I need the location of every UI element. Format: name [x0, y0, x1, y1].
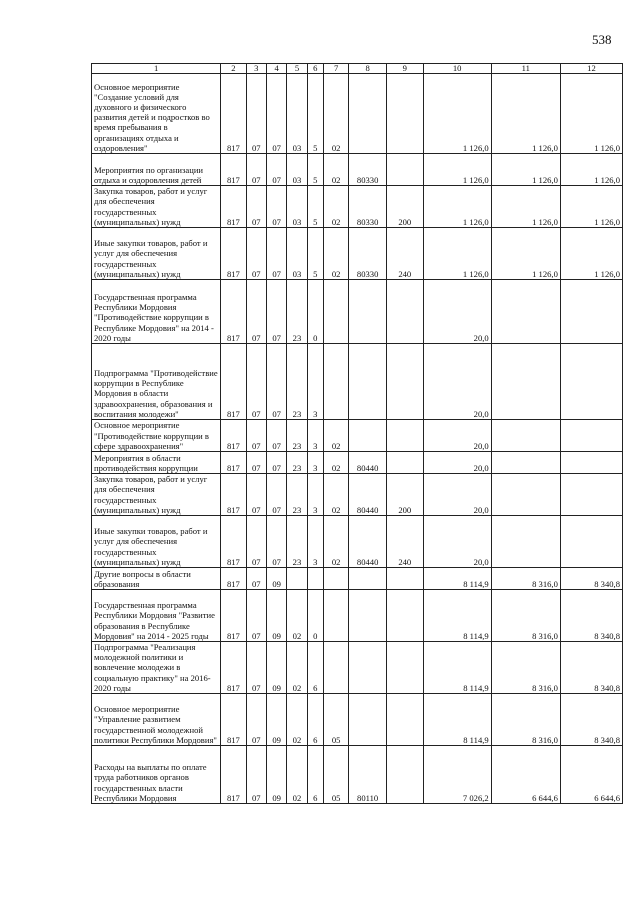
cell-c2: 817: [221, 568, 246, 590]
cell-c3: 07: [246, 186, 266, 228]
cell-c6: 3: [307, 474, 323, 516]
cell-c6: 5: [307, 186, 323, 228]
cell-c8: [349, 568, 387, 590]
cell-c10: 8 114,9: [423, 642, 491, 694]
row-name: Основное мероприятие "Создание условий для духовного и физического развития детей и подростков во время пребывания в организациях отдыха и оздоровления": [94, 81, 210, 153]
cell-c6: 6: [307, 642, 323, 694]
cell-c9: [386, 568, 423, 590]
cell-c6: 0: [307, 280, 323, 344]
cell-c10: 20,0: [423, 344, 491, 420]
cell-c12: 1 126,0: [560, 74, 622, 154]
cell-c11: [491, 344, 560, 420]
cell-c8: [349, 694, 387, 746]
cell-c6: 3: [307, 420, 323, 452]
row-name: Иные закупки товаров, работ и услуг для обеспечения государственных (муниципальных) нужд: [94, 238, 208, 279]
cell-c4: 07: [266, 516, 286, 568]
cell-c6: 3: [307, 452, 323, 474]
cell-c10: 20,0: [423, 516, 491, 568]
cell-c12: 6 644,6: [560, 746, 622, 804]
cell-c2: 817: [221, 280, 246, 344]
cell-c9: 240: [386, 516, 423, 568]
cell-c5: [287, 568, 307, 590]
cell-c7: [323, 590, 348, 642]
cell-c4: 07: [266, 420, 286, 452]
row-name-cell: [92, 280, 221, 344]
cell-c5: 23: [287, 420, 307, 452]
cell-c11: 6 644,6: [491, 746, 560, 804]
cell-c5: 23: [287, 516, 307, 568]
cell-c5: 03: [287, 228, 307, 280]
cell-c4: 07: [266, 344, 286, 420]
cell-c11: 8 316,0: [491, 568, 560, 590]
cell-c5: 23: [287, 474, 307, 516]
cell-c10: 8 114,9: [423, 694, 491, 746]
cell-c3: 07: [246, 420, 266, 452]
table-row: [92, 344, 623, 420]
cell-c8: [349, 642, 387, 694]
cell-c6: 6: [307, 746, 323, 804]
table-row: [92, 694, 623, 746]
cell-c2: 817: [221, 590, 246, 642]
cell-c11: 8 316,0: [491, 694, 560, 746]
row-name: Иные закупки товаров, работ и услуг для обеспечения государственных (муниципальных) нужд: [94, 526, 208, 567]
cell-c3: 07: [246, 590, 266, 642]
cell-c6: 3: [307, 516, 323, 568]
cell-c6: 3: [307, 344, 323, 420]
cell-c10: 1 126,0: [423, 186, 491, 228]
row-name-cell: [92, 228, 221, 280]
cell-c11: 1 126,0: [491, 186, 560, 228]
cell-c3: 07: [246, 746, 266, 804]
row-name-cell: [92, 344, 221, 420]
cell-c2: 817: [221, 642, 246, 694]
table-header-row: [92, 64, 623, 74]
column-header: 12: [560, 64, 622, 74]
cell-c4: 09: [266, 590, 286, 642]
cell-c6: 5: [307, 154, 323, 186]
row-name: Закупка товаров, работ и услуг для обеспечения государственных (муниципальных) нужд: [94, 474, 208, 515]
cell-c3: 07: [246, 228, 266, 280]
row-name-cell: [92, 590, 221, 642]
cell-c10: 20,0: [423, 420, 491, 452]
cell-c9: [386, 452, 423, 474]
row-name: Подпрограмма "Противодействие коррупции в Республике Мордовия в области здравоохранения, образования и воспитания молодежи": [94, 367, 218, 419]
column-header: 8: [349, 64, 387, 74]
row-name-cell: [92, 746, 221, 804]
row-name: Государственная программа Республики Мордовия "Противодействие коррупции в Республике Мордовия" на 2014 - 2020 годы: [94, 291, 214, 343]
cell-c9: [386, 590, 423, 642]
row-name-cell: [92, 154, 221, 186]
table-row: [92, 452, 623, 474]
row-name-cell: [92, 452, 221, 474]
row-name-cell: [92, 694, 221, 746]
table-row: [92, 228, 623, 280]
cell-c8: 80330: [349, 228, 387, 280]
row-name-cell: [92, 74, 221, 154]
cell-c2: 817: [221, 344, 246, 420]
cell-c9: [386, 746, 423, 804]
cell-c4: 07: [266, 228, 286, 280]
table-row: [92, 74, 623, 154]
cell-c12: 1 126,0: [560, 228, 622, 280]
cell-c11: [491, 280, 560, 344]
cell-c10: 7 026,2: [423, 746, 491, 804]
cell-c9: [386, 642, 423, 694]
cell-c12: [560, 280, 622, 344]
cell-c2: 817: [221, 474, 246, 516]
cell-c12: [560, 344, 622, 420]
table-row: [92, 642, 623, 694]
cell-c11: [491, 420, 560, 452]
cell-c8: 80110: [349, 746, 387, 804]
cell-c8: [349, 590, 387, 642]
cell-c10: 20,0: [423, 452, 491, 474]
column-header: 11: [491, 64, 560, 74]
cell-c7: [323, 568, 348, 590]
cell-c11: [491, 516, 560, 568]
cell-c12: 8 340,8: [560, 642, 622, 694]
cell-c7: 05: [323, 746, 348, 804]
row-name: Мероприятия в области противодействия коррупции: [94, 452, 198, 473]
cell-c10: 1 126,0: [423, 228, 491, 280]
column-header: 3: [246, 64, 266, 74]
cell-c5: 03: [287, 74, 307, 154]
table-row: [92, 154, 623, 186]
column-header: 10: [423, 64, 491, 74]
cell-c5: 03: [287, 154, 307, 186]
column-header: 5: [287, 64, 307, 74]
cell-c11: 1 126,0: [491, 154, 560, 186]
cell-c2: 817: [221, 186, 246, 228]
cell-c9: [386, 420, 423, 452]
cell-c12: [560, 474, 622, 516]
table-row: [92, 590, 623, 642]
cell-c11: 1 126,0: [491, 228, 560, 280]
table-row: [92, 474, 623, 516]
cell-c2: 817: [221, 452, 246, 474]
row-name: Расходы на выплаты по оплате труда работников органов государственных власти Республики Мордовия: [94, 762, 207, 803]
column-header: 6: [307, 64, 323, 74]
cell-c3: 07: [246, 694, 266, 746]
cell-c7: 02: [323, 228, 348, 280]
cell-c8: [349, 280, 387, 344]
cell-c8: [349, 74, 387, 154]
row-name-cell: [92, 568, 221, 590]
cell-c4: 09: [266, 642, 286, 694]
cell-c3: 07: [246, 154, 266, 186]
table-body: [92, 74, 623, 804]
cell-c3: 07: [246, 74, 266, 154]
cell-c12: [560, 516, 622, 568]
cell-c3: 07: [246, 642, 266, 694]
cell-c11: 1 126,0: [491, 74, 560, 154]
cell-c6: [307, 568, 323, 590]
cell-c9: 200: [386, 474, 423, 516]
table-row: [92, 186, 623, 228]
budget-table: [91, 63, 623, 804]
cell-c5: 02: [287, 590, 307, 642]
cell-c5: 23: [287, 280, 307, 344]
cell-c5: 02: [287, 746, 307, 804]
cell-c10: 20,0: [423, 474, 491, 516]
cell-c6: 5: [307, 74, 323, 154]
cell-c8: 80440: [349, 516, 387, 568]
cell-c6: 5: [307, 228, 323, 280]
cell-c11: 8 316,0: [491, 590, 560, 642]
cell-c8: 80440: [349, 474, 387, 516]
cell-c12: [560, 452, 622, 474]
cell-c4: 09: [266, 746, 286, 804]
cell-c11: 8 316,0: [491, 642, 560, 694]
cell-c9: 200: [386, 186, 423, 228]
cell-c2: 817: [221, 420, 246, 452]
row-name: Основное мероприятие "Противодействие коррупции в сфере здравоохранения": [94, 420, 209, 451]
cell-c3: 07: [246, 568, 266, 590]
cell-c3: 07: [246, 452, 266, 474]
cell-c12: 1 126,0: [560, 154, 622, 186]
row-name: Основное мероприятие "Управление развитием государственной молодежной политики Республики Мордовия": [94, 704, 217, 745]
cell-c10: 1 126,0: [423, 74, 491, 154]
table-row: [92, 746, 623, 804]
cell-c4: 09: [266, 568, 286, 590]
cell-c10: 20,0: [423, 280, 491, 344]
cell-c7: 02: [323, 452, 348, 474]
cell-c2: 817: [221, 746, 246, 804]
cell-c6: 0: [307, 590, 323, 642]
table-row: [92, 568, 623, 590]
cell-c7: 02: [323, 186, 348, 228]
row-name: Мероприятия по организации отдыха и оздоровления детей: [94, 164, 204, 185]
cell-c8: [349, 344, 387, 420]
cell-c10: 8 114,9: [423, 568, 491, 590]
cell-c5: 23: [287, 344, 307, 420]
cell-c5: 02: [287, 642, 307, 694]
cell-c5: 02: [287, 694, 307, 746]
row-name: Государственная программа Республики Мордовия "Развитие образования в Республике Мордовия" на 2014 - 2025 годы: [94, 600, 215, 641]
table-row: [92, 516, 623, 568]
cell-c9: [386, 74, 423, 154]
cell-c7: 02: [323, 516, 348, 568]
cell-c7: [323, 344, 348, 420]
row-name-cell: [92, 186, 221, 228]
column-header: 1: [92, 64, 221, 74]
cell-c9: [386, 344, 423, 420]
cell-c2: 817: [221, 516, 246, 568]
cell-c7: 02: [323, 474, 348, 516]
cell-c3: 07: [246, 280, 266, 344]
cell-c8: 80330: [349, 154, 387, 186]
cell-c4: 07: [266, 452, 286, 474]
cell-c10: 1 126,0: [423, 154, 491, 186]
page-number: 538: [592, 32, 612, 47]
column-header: 7: [323, 64, 348, 74]
cell-c2: 817: [221, 154, 246, 186]
cell-c4: 07: [266, 186, 286, 228]
cell-c4: 07: [266, 280, 286, 344]
cell-c2: 817: [221, 228, 246, 280]
cell-c4: 07: [266, 474, 286, 516]
cell-c5: 23: [287, 452, 307, 474]
cell-c12: 8 340,8: [560, 590, 622, 642]
cell-c2: 817: [221, 694, 246, 746]
cell-c7: [323, 280, 348, 344]
cell-c8: 80440: [349, 452, 387, 474]
cell-c9: 240: [386, 228, 423, 280]
cell-c7: 05: [323, 694, 348, 746]
column-header: 9: [386, 64, 423, 74]
cell-c6: 6: [307, 694, 323, 746]
cell-c9: [386, 280, 423, 344]
cell-c12: 8 340,8: [560, 568, 622, 590]
row-name: Другие вопросы в области образования: [94, 568, 191, 589]
cell-c4: 09: [266, 694, 286, 746]
row-name: Закупка товаров, работ и услуг для обеспечения государственных (муниципальных) нужд: [94, 186, 208, 227]
column-header: 4: [266, 64, 286, 74]
cell-c12: [560, 420, 622, 452]
row-name-cell: [92, 420, 221, 452]
cell-c7: 02: [323, 420, 348, 452]
cell-c9: [386, 694, 423, 746]
row-name-cell: [92, 516, 221, 568]
cell-c7: [323, 642, 348, 694]
cell-c9: [386, 154, 423, 186]
cell-c7: 02: [323, 74, 348, 154]
cell-c12: 8 340,8: [560, 694, 622, 746]
table-row: [92, 420, 623, 452]
cell-c10: 8 114,9: [423, 590, 491, 642]
column-header: 2: [221, 64, 246, 74]
cell-c3: 07: [246, 344, 266, 420]
cell-c8: 80330: [349, 186, 387, 228]
row-name-cell: [92, 474, 221, 516]
cell-c3: 07: [246, 516, 266, 568]
cell-c2: 817: [221, 74, 246, 154]
cell-c4: 07: [266, 74, 286, 154]
table-row: [92, 280, 623, 344]
row-name-cell: [92, 642, 221, 694]
cell-c11: [491, 452, 560, 474]
cell-c11: [491, 474, 560, 516]
cell-c12: 1 126,0: [560, 186, 622, 228]
cell-c5: 03: [287, 186, 307, 228]
row-name: Подпрограмма "Реализация молодежной политики и вовлечение молодежи в социальную практику" на 2016-2020 годы: [94, 642, 211, 693]
cell-c8: [349, 420, 387, 452]
cell-c3: 07: [246, 474, 266, 516]
cell-c4: 07: [266, 154, 286, 186]
cell-c7: 02: [323, 154, 348, 186]
